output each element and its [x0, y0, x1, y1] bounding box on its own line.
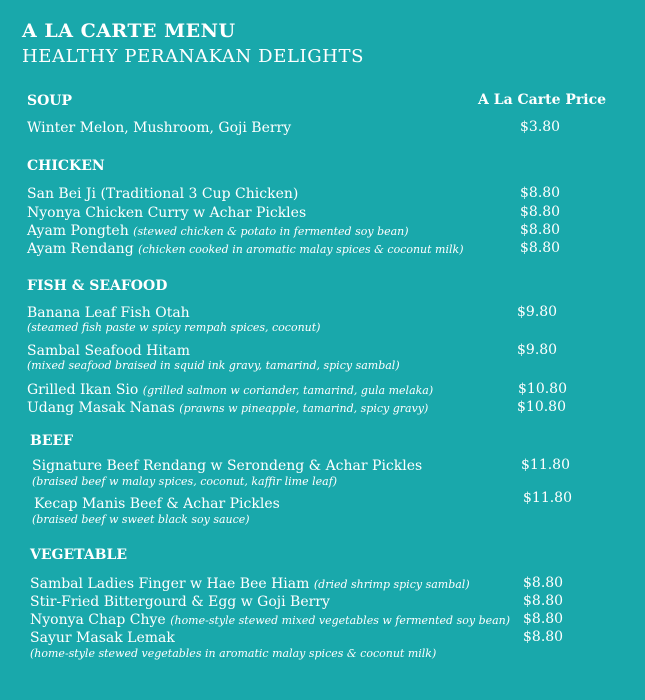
menu-item-price: $11.80 — [523, 490, 572, 506]
menu-item-name: Nyonya Chap Chye — [30, 612, 166, 628]
menu-item-note: (mixed seafood braised in squid ink gravy, tamarind, spicy sambal) — [27, 359, 400, 372]
menu-title: A LA CARTE MENU — [22, 20, 236, 42]
menu-item — [27, 240, 463, 259]
menu-item-name: Winter Melon, Mushroom, Goji Berry — [27, 120, 292, 136]
menu-item-name: Sambal Seafood Hitam — [27, 343, 191, 359]
menu-item-name: Banana Leaf Fish Otah — [27, 305, 190, 321]
section-title-chicken: CHICKEN — [27, 158, 105, 174]
menu-item-note: (steamed fish paste w spicy rempah spices, coconut) — [27, 321, 321, 334]
section-title-vegetable: VEGETABLE — [30, 547, 128, 563]
menu-item-price: $8.80 — [523, 593, 564, 609]
menu-item-note: (braised beef w malay spices, coconut, kaffir lime leaf) — [32, 475, 338, 488]
menu-item-name: Grilled Ikan Sio — [27, 382, 139, 398]
menu-item-note: (stewed chicken & potato in fermented soy bean) — [133, 225, 409, 238]
menu-item-price: $8.80 — [520, 240, 561, 256]
menu-item-price: $8.80 — [520, 185, 561, 201]
menu-item-price: $8.80 — [520, 204, 561, 220]
menu-item-price: $8.80 — [520, 222, 561, 238]
menu-item-name: Udang Masak Nanas — [27, 400, 175, 416]
menu-item-name: Ayam Rendang — [27, 241, 134, 257]
menu-item-note: (grilled salmon w coriander, tamarind, gula melaka) — [142, 384, 434, 397]
price-column-header: A La Carte Price — [478, 92, 607, 108]
menu-item-price: $10.80 — [517, 399, 566, 415]
menu-item-price: $9.80 — [517, 304, 558, 320]
section-title-beef: BEEF — [30, 433, 74, 449]
menu-item-name: Ayam Pongteh — [27, 223, 129, 239]
menu-item-note: (dried shrimp spicy sambal) — [313, 578, 470, 591]
menu-item-price: $8.80 — [523, 575, 564, 591]
menu-item-name: Kecap Manis Beef & Achar Pickles — [34, 496, 280, 512]
menu-item-note: (braised beef w sweet black soy sauce) — [32, 513, 250, 526]
menu-item-price: $8.80 — [523, 611, 564, 627]
menu-item-price: $9.80 — [517, 342, 558, 358]
menu-item-price: $8.80 — [523, 629, 564, 645]
menu-item-name: Nyonya Chicken Curry w Achar Pickles — [27, 205, 307, 221]
menu-item-note: (home-style stewed mixed vegetables w fermented soy bean) — [170, 614, 511, 627]
menu-item-name: San Bei Ji (Traditional 3 Cup Chicken) — [27, 186, 299, 202]
section-title-fish-seafood: FISH & SEAFOOD — [27, 278, 168, 294]
menu-item — [30, 575, 470, 594]
menu-item — [30, 611, 510, 630]
menu-item — [27, 222, 409, 241]
menu-item-price: $11.80 — [521, 457, 570, 473]
menu-item-name: Stir-Fried Bittergourd & Egg w Goji Berry — [30, 594, 330, 610]
menu-subtitle: HEALTHY PERANAKAN DELIGHTS — [22, 46, 365, 67]
menu-item-name: Sambal Ladies Finger w Hae Bee Hiam — [30, 576, 310, 592]
menu-item — [27, 399, 428, 418]
menu-item-note: (home-style stewed vegetables in aromatic malay spices & coconut milk) — [30, 647, 437, 660]
menu-item-note: (chicken cooked in aromatic malay spices & coconut milk) — [138, 243, 464, 256]
menu-item-price: $10.80 — [518, 381, 567, 397]
menu-item-price: $3.80 — [520, 119, 561, 135]
section-title-soup: SOUP — [27, 93, 73, 109]
menu-item-name: Sayur Masak Lemak — [30, 630, 175, 646]
menu-item — [27, 381, 433, 400]
menu-item-note: (prawns w pineapple, tamarind, spicy gravy) — [179, 402, 429, 415]
menu-item-name: Signature Beef Rendang w Serondeng & Achar Pickles — [32, 458, 423, 474]
